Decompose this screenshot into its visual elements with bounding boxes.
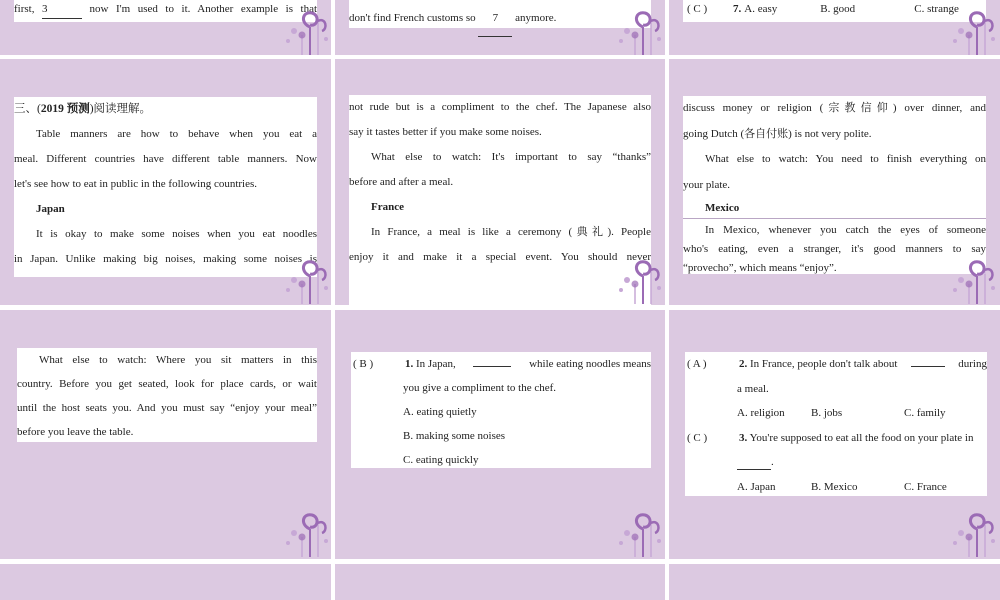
- paragraph-line: meal. Different countries have different table manners. Now: [14, 153, 317, 165]
- paragraph-line: until the host seats you. And you must say “enjoy your meal”: [17, 402, 317, 414]
- section-title: 三、(: [14, 103, 41, 115]
- section-year: 2019 预测: [40, 103, 90, 115]
- question-number: 1.: [405, 358, 414, 370]
- question-stem: In France, people don't talk about: [750, 358, 898, 370]
- reading-france-card: [349, 95, 651, 305]
- blank-answer: 7: [478, 0, 512, 37]
- slide-10: [0, 564, 331, 600]
- country-heading-japan: Japan: [36, 203, 65, 215]
- flower-decoration-icon: [947, 254, 997, 304]
- question-number: 7.: [733, 3, 742, 15]
- slide-2-text: [349, 0, 651, 28]
- blank-answer: 3: [42, 0, 82, 19]
- country-heading-mexico: Mexico: [705, 202, 740, 214]
- flower-decoration-icon: [947, 507, 997, 557]
- paragraph-line: It is okay to make some noises when you eat noodles: [36, 228, 317, 240]
- paragraph-line: country. Before you get seated, look for place cards, or wait: [17, 378, 317, 390]
- paragraph-line: going Dutch (各自付账) is not very polite.: [683, 127, 872, 140]
- option-c[interactable]: C. eating quickly: [403, 454, 479, 466]
- paragraph-line: What else to watch: It's important to say “thanks”: [371, 151, 651, 163]
- question-stem: In Japan,: [416, 358, 456, 370]
- text-fragment: anymore.: [515, 12, 557, 24]
- slide-3-text: [683, 0, 986, 22]
- text-fragment: now I'm used to it. Another example is that: [89, 3, 318, 15]
- slide-5: [335, 59, 665, 305]
- paragraph-line: Table manners are how to behave when you eat a: [36, 128, 317, 140]
- option-c[interactable]: C. France: [904, 480, 947, 493]
- question-stem-rest: while eating noodles means: [529, 358, 651, 370]
- answer-mark: ( C ): [687, 3, 708, 15]
- question-1-card: [351, 352, 651, 468]
- flower-decoration-icon: [613, 5, 663, 55]
- question-stem-line2: .: [771, 456, 774, 468]
- option-a[interactable]: A. Japan: [737, 480, 776, 493]
- blank-line: [473, 352, 511, 367]
- paragraph-line: In France, a meal is like a ceremony (典礼). People: [371, 226, 651, 238]
- option-c[interactable]: C. family: [904, 407, 946, 419]
- paragraph-line: say it tastes better if you make some noises.: [349, 126, 542, 138]
- slide-4: [0, 59, 331, 305]
- paragraph-line: in Japan. Unlike making big noises, making some noises is: [14, 253, 317, 265]
- paragraph-line: enjoy it and make it a special event. You should never: [349, 251, 651, 263]
- flower-decoration-icon: [947, 5, 997, 55]
- question-stem-rest: during: [958, 358, 987, 370]
- paragraph-line: your plate.: [683, 178, 731, 191]
- slide-2: [335, 0, 665, 55]
- section-title-suffix: )阅读理解。: [89, 103, 152, 115]
- slide-12: [669, 564, 1000, 600]
- paragraph-line: In Mexico, whenever you catch the eyes of someone: [705, 224, 986, 236]
- text-fragment: first,: [14, 3, 35, 15]
- reading-mexico-card: [683, 96, 986, 274]
- slide-6: [669, 59, 1000, 305]
- country-heading-france: France: [371, 201, 404, 213]
- question-number: 3.: [739, 431, 748, 444]
- paragraph-line: What else to watch: Where you sit matters in this: [39, 354, 317, 366]
- flower-decoration-icon: [280, 507, 330, 557]
- paragraph-line: before and after a meal.: [349, 176, 454, 188]
- paragraph-line: not rude but is a compliment to the chef. The Japanese also: [349, 101, 651, 113]
- slide-1-text: [14, 0, 317, 22]
- slide-11: [335, 564, 665, 600]
- paragraph-line: “provecho”, which means “enjoy”.: [683, 262, 837, 274]
- option-b[interactable]: B. jobs: [811, 407, 843, 419]
- reading-sitting-card: [17, 348, 317, 442]
- option-a[interactable]: A. religion: [737, 407, 785, 419]
- option-a[interactable]: A. eating quietly: [403, 406, 477, 418]
- flower-decoration-icon: [613, 507, 663, 557]
- option-c: C. strange: [914, 3, 959, 15]
- paragraph-line: who's eating, even a stranger, it's good manners to say: [683, 243, 986, 255]
- question-stem: You're supposed to eat all the food on your plate in: [749, 431, 974, 444]
- option-b[interactable]: B. Mexico: [811, 480, 858, 493]
- question-number: 2.: [739, 358, 748, 370]
- flower-decoration-icon: [613, 254, 663, 304]
- blank-line: [737, 455, 771, 470]
- blank-line: [911, 352, 945, 367]
- option-a: A. easy: [744, 3, 778, 15]
- questions-2-3-card: [685, 352, 987, 496]
- paragraph-line: What else to watch: You need to finish everything on: [705, 153, 986, 165]
- question-stem-line2: a meal.: [737, 382, 769, 395]
- flower-decoration-icon: [280, 5, 330, 55]
- slide-8: [335, 310, 665, 559]
- answer-mark: ( B ): [353, 358, 374, 370]
- text-fragment: don't find French customs so: [349, 12, 476, 24]
- answer-mark: ( C ): [687, 431, 708, 444]
- slide-9: [669, 310, 1000, 559]
- question-stem-line2: you give a compliment to the chef.: [403, 382, 557, 394]
- option-b[interactable]: B. making some noises: [403, 430, 506, 442]
- paragraph-line: let's see how to eat in public in the following countries.: [14, 178, 258, 190]
- flower-decoration-icon: [280, 254, 330, 304]
- reading-intro-card: [14, 97, 317, 277]
- slide-1: [0, 0, 331, 55]
- paragraph-line: discuss money or religion (宗教信仰) over dinner, and: [683, 102, 986, 114]
- slide-7: [0, 310, 331, 559]
- option-b: B. good: [820, 3, 856, 15]
- slide-3: [669, 0, 1000, 55]
- answer-mark: ( A ): [687, 358, 707, 370]
- paragraph-line: before you leave the table.: [17, 426, 134, 438]
